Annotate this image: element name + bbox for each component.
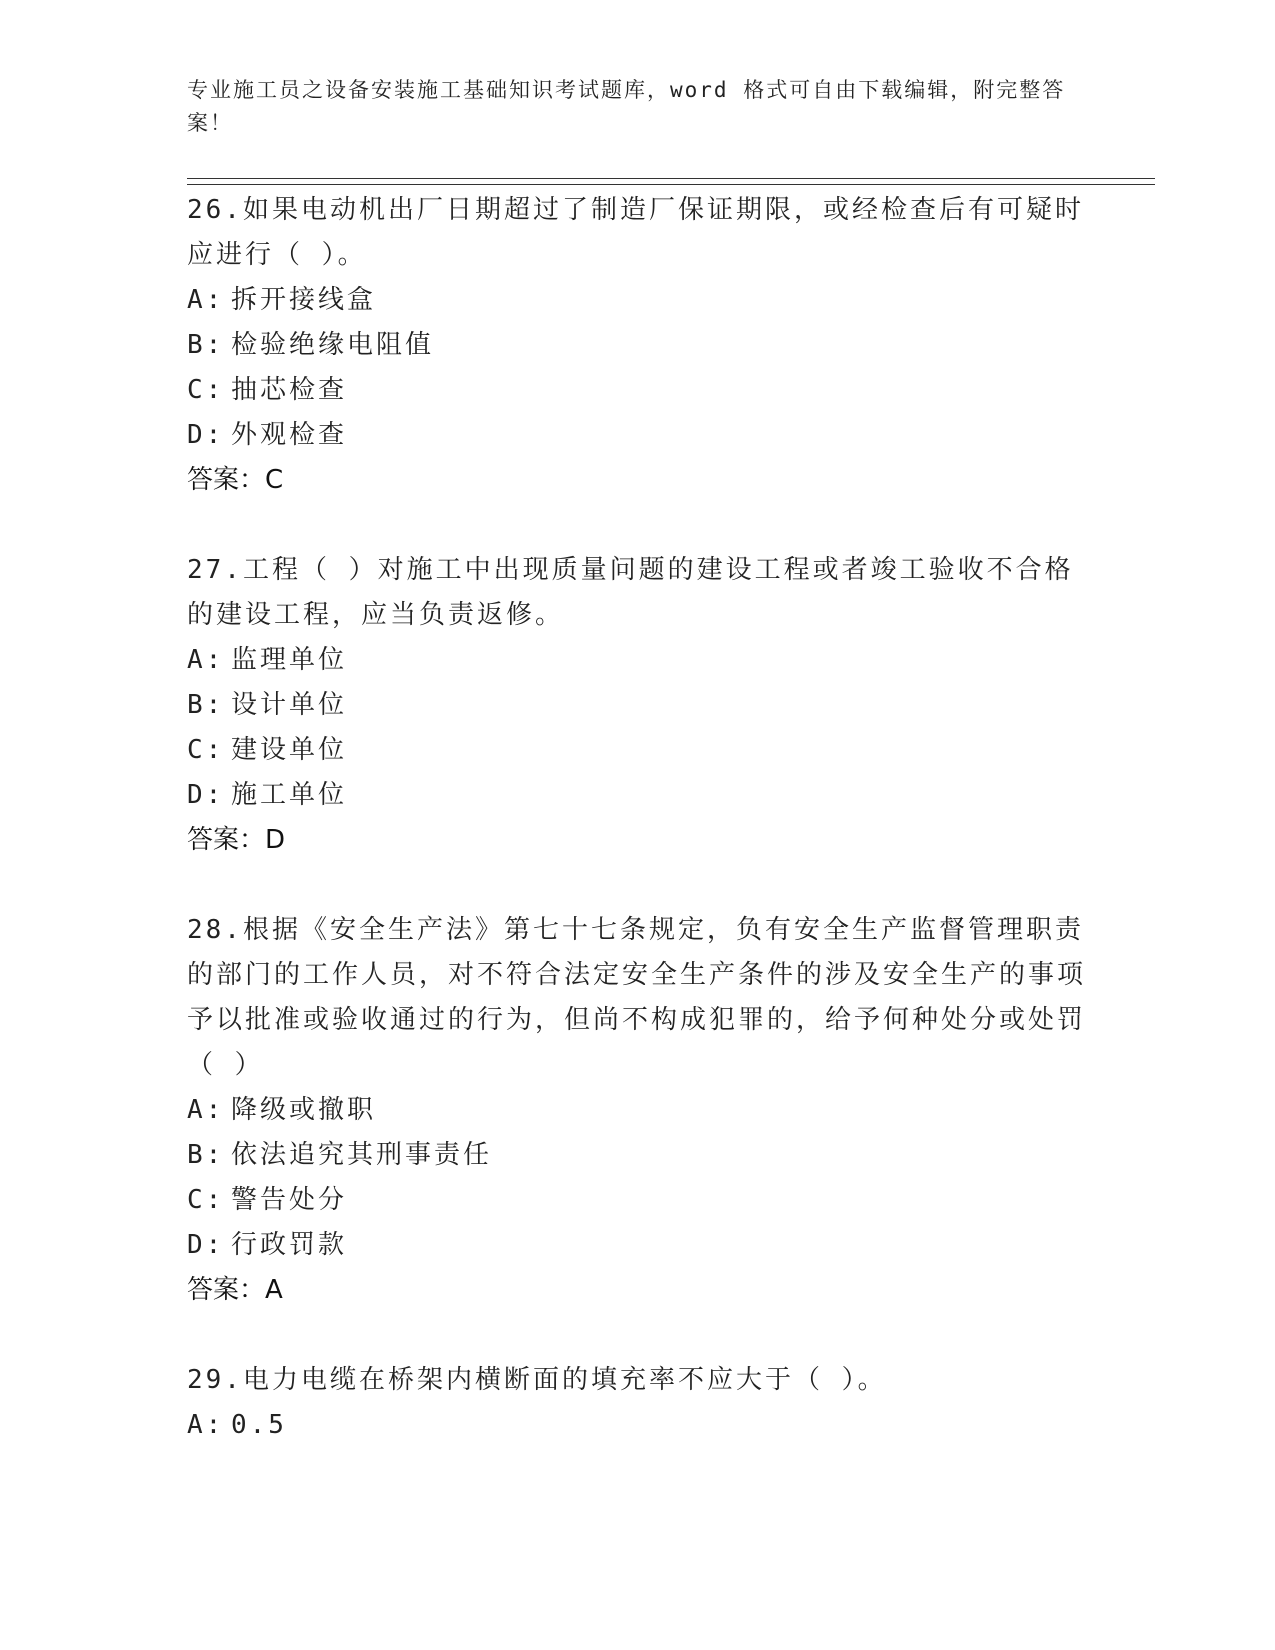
option-text: 外观检查 bbox=[231, 420, 348, 450]
option-text: 监理单位 bbox=[231, 645, 348, 675]
option-a bbox=[187, 1403, 1087, 1448]
option-text: 施工单位 bbox=[231, 780, 348, 810]
option-key: B: bbox=[187, 330, 225, 360]
option-text: 建设单位 bbox=[231, 735, 348, 765]
option-b bbox=[187, 1133, 1087, 1178]
question-29 bbox=[187, 1358, 1087, 1448]
option-key: A: bbox=[187, 1410, 225, 1440]
option-c bbox=[187, 728, 1087, 773]
option-key: A: bbox=[187, 645, 225, 675]
option-a bbox=[187, 1088, 1087, 1133]
option-text: 拆开接线盒 bbox=[231, 285, 377, 315]
document-header: 专业施工员之设备安装施工基础知识考试题库，word 格式可自由下载编辑，附完整答案！ bbox=[187, 78, 1066, 135]
option-text: 0.5 bbox=[231, 1410, 287, 1440]
option-key: C: bbox=[187, 1185, 225, 1215]
option-c bbox=[187, 368, 1087, 413]
option-text: 警告处分 bbox=[231, 1185, 348, 1215]
question-stem: 28.根据《安全生产法》第七十七条规定，负有安全生产监督管理职责的部门的工作人员，对不符合法定安全生产条件的涉及安全生产的事项予以批准或验收通过的行为，但尚不构成犯罪的，给予何种处分或处罚（ ） bbox=[187, 915, 1087, 1080]
option-text: 抽芯检查 bbox=[231, 375, 348, 405]
option-c bbox=[187, 1178, 1087, 1223]
option-text: 降级或撤职 bbox=[231, 1095, 377, 1125]
header-divider-bottom bbox=[187, 184, 1155, 185]
question-28 bbox=[187, 908, 1087, 1313]
option-a bbox=[187, 278, 1087, 323]
option-key: D: bbox=[187, 420, 225, 450]
question-stem: 29.电力电缆在桥架内横断面的填充率不应大于（ ）。 bbox=[187, 1365, 887, 1395]
option-key: C: bbox=[187, 375, 225, 405]
option-b bbox=[187, 323, 1087, 368]
option-text: 依法追究其刑事责任 bbox=[231, 1140, 493, 1170]
answer: 答案：A bbox=[187, 1275, 283, 1305]
option-text: 行政罚款 bbox=[231, 1230, 348, 1260]
option-d bbox=[187, 773, 1087, 818]
answer: 答案：C bbox=[187, 465, 284, 495]
question-26 bbox=[187, 188, 1087, 503]
option-a bbox=[187, 638, 1087, 683]
option-key: A: bbox=[187, 285, 225, 315]
option-key: B: bbox=[187, 690, 225, 720]
option-d bbox=[187, 413, 1087, 458]
option-key: D: bbox=[187, 780, 225, 810]
answer: 答案：D bbox=[187, 825, 286, 855]
option-key: C: bbox=[187, 735, 225, 765]
option-b bbox=[187, 683, 1087, 728]
question-stem: 27.工程（ ）对施工中出现质量问题的建设工程或者竣工验收不合格的建设工程，应当负责返修。 bbox=[187, 555, 1074, 630]
option-key: D: bbox=[187, 1230, 225, 1260]
header-divider-top bbox=[187, 178, 1155, 179]
question-27 bbox=[187, 548, 1087, 863]
option-key: A: bbox=[187, 1095, 225, 1125]
option-d bbox=[187, 1223, 1087, 1268]
option-text: 检验绝缘电阻值 bbox=[231, 330, 435, 360]
option-key: B: bbox=[187, 1140, 225, 1170]
option-text: 设计单位 bbox=[231, 690, 348, 720]
question-stem: 26.如果电动机出厂日期超过了制造厂保证期限，或经检查后有可疑时应进行（ ）。 bbox=[187, 195, 1084, 270]
